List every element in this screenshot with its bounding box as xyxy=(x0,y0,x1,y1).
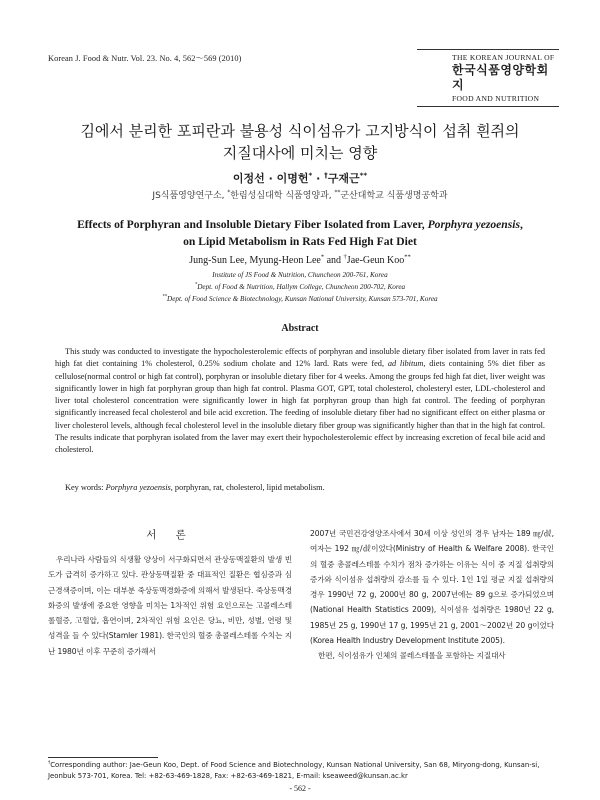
page-number: - 562 - xyxy=(289,784,311,793)
affiliation-en-2-line xyxy=(0,283,600,291)
title-korean-line2: 지질대사에 미치는 영향 xyxy=(222,144,378,162)
author-kr-separator-1: · xyxy=(264,172,277,185)
affiliation-en-3-mark: ** xyxy=(162,294,167,300)
affiliation-en-2: Dept. of Food & Nutrition, Hallym College, Chuncheon 200-702, Korea xyxy=(197,283,406,291)
abstract-body xyxy=(55,346,545,457)
introduction-heading: 서 론 xyxy=(146,529,194,541)
keywords xyxy=(55,482,555,494)
introduction-paragraph-1-continued: 2007년 국민건강영양조사에서 30세 이상 성인의 경우 남자는 189 ㎎/㎗, 여자는 192 ㎎/㎗이었다(Ministry of Health & Welfare 2008). 한국인의 혈중 총콜레스테롤 수치가 점차 증가하는 이유는 식이 중 지질 섭취량의 증가와 식이섬유 섭취량의 감소를 들 수 있다. 1인 1일 평균 지질 섭취량의 경우 1990년 72 g, 2000년 80 g, 2007년에는 89 g으로 증가되었으며(National Health Statistics 2009), 식이섬유 섭취량은 1980년 22 g, 1985년 25 g, 1990년 17 g, 1995년 21 g, 2001～2002년 20 g이었다(Korea Health Industry Development Institute 2005). xyxy=(310,529,554,646)
affiliation-en-3-line xyxy=(0,295,600,303)
masthead-bottom-rule xyxy=(417,106,559,107)
introduction-paragraph-2: 한편, 식이섬유가 인체의 콜레스테롤을 포함하는 지질대사 xyxy=(318,651,506,661)
journal-name-kr: 한국식품영양학회지 xyxy=(452,63,549,92)
author-en-2-mark: * xyxy=(320,253,325,261)
title-english-line1-text: Effects of Porphyran and Insoluble Dietary Fiber Isolated from Laver, xyxy=(77,218,428,231)
affiliations-korean xyxy=(0,188,600,201)
title-english-species: Porphyra yezoensis xyxy=(427,218,520,231)
abstract-ad-libitum: ad libitum xyxy=(387,359,424,369)
keywords-label: Key words: xyxy=(65,483,106,492)
title-korean-line1: 김에서 분리한 포피란과 불용성 식이섬유가 고지방식이 섭취 흰쥐의 xyxy=(80,122,520,140)
masthead-top-rule xyxy=(417,49,559,50)
affiliation-en-3: Dept. of Food Science & Biotechnology, Kunsan National University, Kunsan 573-701, Korea xyxy=(167,295,438,303)
affiliation-en-2-mark: * xyxy=(194,282,198,288)
affiliation-kr-2-mark: * xyxy=(227,190,231,196)
journal-masthead xyxy=(417,49,559,107)
footnote-rule xyxy=(48,757,158,758)
authors-korean xyxy=(0,170,600,186)
title-english-line1 xyxy=(40,216,560,233)
author-kr-1: 이정선 xyxy=(232,172,265,185)
abstract-text-part2: , diets containing 5% diet fiber as cellulose(normal control or high fat control), porphyran or insoluble dietary fiber for 4 weeks. Among the groups fed high fat diet, liver weight was significantly lower in high fat porphyran group than high fat control. Plasma GOT, GPT, total cholesterol, cholesteryl ester, LDL-cholesterol and liver total cholesterol concentration were significantly lower in high fat porphyran group than high fat control. The feeding of porphyran significantly increased fecal cholesterol and bile acid excretion. The feeding of insoluble dietary fiber had no significant effect on either plasma or liver cholesterol levels, although fecal cholesterol level in the insoluble dietary fiber group was significantly higher than that in the high fat control. The results indicate that porphyran isolated from the laver may exert their hypocholesterolemic effect by increasing excretion of fecal bile acid and cholesterol. xyxy=(55,359,545,455)
title-english xyxy=(40,216,560,250)
author-en-3: Jae-Geun Koo xyxy=(346,255,405,266)
keywords-rest: , porphyran, rat, cholesterol, lipid metabolism. xyxy=(170,483,325,492)
author-kr-3-mark: ** xyxy=(359,170,368,180)
author-kr-2: 이명헌 xyxy=(276,172,309,185)
title-english-comma: , xyxy=(520,218,523,231)
affiliation-kr-1: JS식품영양연구소, xyxy=(152,191,228,201)
journal-citation: Korean J. Food & Nutr. Vol. 23. No. 4, 562～569 (2010) xyxy=(48,54,242,63)
title-english-line2: on Lipid Metabolism in Rats Fed High Fat Diet xyxy=(183,235,417,248)
corresponding-mark-en: † xyxy=(343,253,347,261)
affiliation-en-1: Institute of JS Food & Nutrition, Chuncheon 200-761, Korea xyxy=(212,271,388,279)
footnote-text: Corresponding author: Jae-Geun Koo, Dept. of Food Science and Biotechnology, Kunsan National University, San 68, Miryong-dong, Kunsan-si, Jeonbuk 573-701, Korea. Tel: +82-63-469-1828, Fax: +82-63-469-1821, E-mail: kseaweed@kunsan.ac.kr xyxy=(48,761,540,780)
affiliation-kr-2: 한림성심대학 식품영양과, xyxy=(230,191,335,201)
introduction-paragraph-1: 우리나라 사람들의 식생활 양상이 서구화되면서 관상동맥질환의 발생 빈도가 급격히 증가하고 있다. 관상동맥질환 중 대표적인 질환은 협심증과 심근경색증이며, 이는 대부분 죽상동맥경화증에 의해서 발생된다. 죽상동맥경화증의 발생에 중요한 영향을 미치는 1차적인 위험 요인으로는 고콜레스테롤혈증, 고혈압, 흡연이며, 2차적인 위험 요인은 당뇨, 비만, 성별, 연령 및 성격을 들 수 있다(Stamler 1981). 한국인의 혈중 총콜레스테롤 수치는 지난 1980년 이후 꾸준히 증가해서 xyxy=(48,555,292,656)
abstract-text-part1: This study was conducted to investigate the hypocholesterolemic effects of porphyran and insoluble dietary fiber isolated from laver in rats fed high fat diet containing 1% cholesterol, 0.25% sodium cholate and 12% lard. Rats were fed, xyxy=(55,347,545,369)
journal-name-en-top: THE KOREAN JOURNAL OF xyxy=(452,53,555,62)
journal-name-en-bottom: FOOD AND NUTRITION xyxy=(452,94,540,103)
corresponding-mark-kr: † xyxy=(324,170,328,180)
corresponding-author-footnote xyxy=(48,760,553,782)
affiliation-kr-3: 군산대학교 식품생명공학과 xyxy=(340,191,448,201)
keywords-species: Porphyra yezoensis xyxy=(105,483,171,492)
author-kr-separator-2: · xyxy=(312,172,325,185)
author-kr-2-mark: * xyxy=(308,170,313,180)
abstract-heading: Abstract xyxy=(281,323,319,334)
introduction-right-column xyxy=(310,526,554,664)
introduction-left-column xyxy=(48,552,292,659)
author-en-3-mark: ** xyxy=(404,253,411,261)
author-kr-3: 구재근 xyxy=(327,172,360,185)
author-en-and: and xyxy=(324,255,344,266)
footnote-mark: † xyxy=(48,760,51,766)
title-korean xyxy=(0,120,600,164)
affiliation-kr-3-mark: ** xyxy=(334,190,341,196)
authors-english xyxy=(0,255,600,266)
author-en-1-2: Jung-Sun Lee, Myung-Heon Lee xyxy=(189,255,321,266)
